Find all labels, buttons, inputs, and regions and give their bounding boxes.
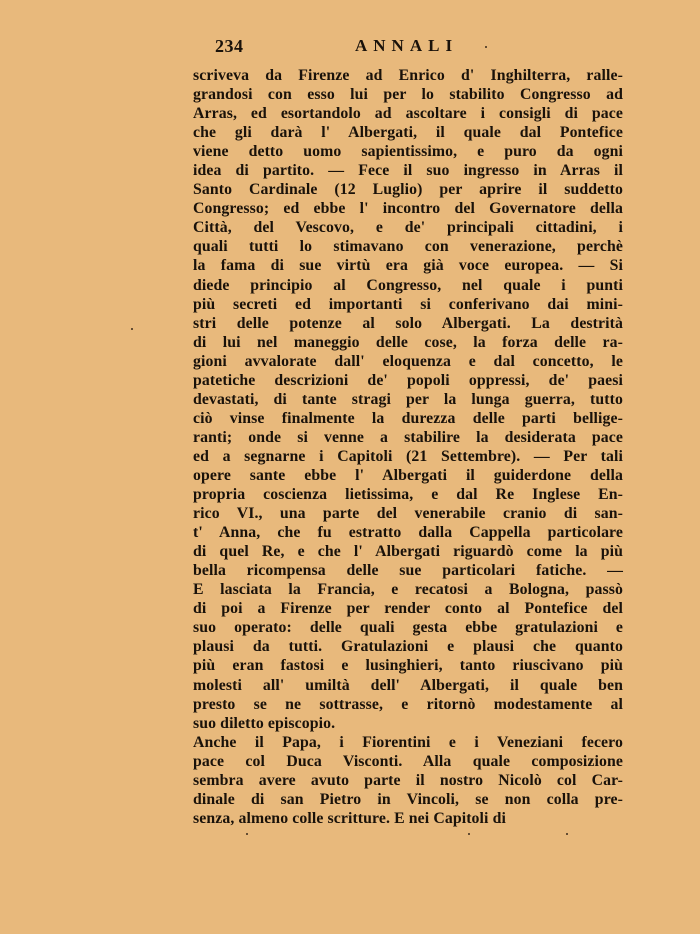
text-line: suo operato: delle quali gesta ebbe gratulazioni e xyxy=(193,619,623,637)
text-line: dinale di san Pietro in Vincoli, se non colla pre- xyxy=(193,790,623,808)
text-line: propria coscienza lietissima, e dal Re Inglese En- xyxy=(193,486,623,504)
text-line: Anche il Papa, i Fiorentini e i Veneziani fecero xyxy=(193,733,623,751)
text-line: Santo Cardinale (12 Luglio) per aprire il suddetto xyxy=(193,181,623,199)
text-line: rico VI., una parte del venerabile cranio di san- xyxy=(193,505,623,523)
text-line: diede principio al Congresso, nel quale i punti xyxy=(193,276,623,294)
paper-speck xyxy=(246,833,248,835)
text-line: plausi da tutti. Gratulazioni e plausi che quanto xyxy=(193,638,623,656)
text-line: stri delle potenze al solo Albergati. La destrità xyxy=(193,314,623,332)
text-line: la fama di sue virtù era già voce europea. — Si xyxy=(193,257,623,275)
text-line: patetiche descrizioni de' popoli oppressi, de' paesi xyxy=(193,371,623,389)
text-line: t' Anna, che fu estratto dalla Cappella particolare xyxy=(193,524,623,542)
paper-speck xyxy=(566,833,568,835)
paper-speck xyxy=(485,46,487,48)
text-line: opere sante ebbe l' Albergati il guiderdone della xyxy=(193,466,623,484)
text-line: senza, almeno colle scritture. E nei Capitoli di xyxy=(193,809,506,827)
text-line: suo diletto episcopio. xyxy=(193,714,336,732)
page-number: 234 xyxy=(215,36,244,56)
paper-speck xyxy=(131,328,133,330)
text-line: scriveva da Firenze ad Enrico d' Inghilterra, ralle- xyxy=(193,67,623,84)
text-line: ranti; onde si venne a stabilire la desiderata pace xyxy=(193,428,623,446)
text-line: di lui nel maneggio delle cose, la forza delle ra- xyxy=(193,333,623,351)
paper-speck xyxy=(468,833,470,835)
text-line: idea di partito. — Fece il suo ingresso in Arras il xyxy=(193,162,623,180)
paragraph xyxy=(193,733,623,828)
text-line: che gli darà l' Albergati, il quale dal Pontefice xyxy=(193,124,623,142)
text-line: grandosi con esso lui per lo stabilito Congresso ad xyxy=(193,86,623,104)
text-line: presto se ne sottrasse, e ritornò modestamente al xyxy=(193,695,623,713)
text-line: Città, del Vescovo, e de' principali cittadini, i xyxy=(193,219,623,237)
text-line: di poi a Firenze per render conto al Pontefice del xyxy=(193,600,623,618)
text-line: molesti all' umiltà dell' Albergati, il quale ben xyxy=(193,676,623,694)
text-line: quali tutti lo stimavano con venerazione, perchè xyxy=(193,238,623,256)
text-line: più eran fastosi e lusinghieri, tanto riuscivano più xyxy=(193,657,623,675)
paragraph xyxy=(193,66,623,733)
text-line: sembra avere avuto parte il nostro Nicolò col Car- xyxy=(193,771,623,789)
text-line: ed a segnarne i Capitoli (21 Settembre). — Per tali xyxy=(193,447,623,465)
text-line: Congresso; ed ebbe l' incontro del Governatore della xyxy=(193,200,623,218)
text-line: devastati, di tante stragi per la lunga guerra, tutto xyxy=(193,390,623,408)
text-line: pace col Duca Visconti. Alla quale composizione xyxy=(193,752,623,770)
text-line: bella ricompensa delle sue particolari fatiche. — xyxy=(193,562,623,580)
text-line: ciò vinse finalmente la durezza delle parti bellige- xyxy=(193,409,623,427)
text-line: E lasciata la Francia, e recatosi a Bologna, passò xyxy=(193,581,623,599)
text-line: più secreti ed importanti si conferivano dai mini- xyxy=(193,295,623,313)
text-line: gioni avvalorate dall' eloquenza e dal concetto, le xyxy=(193,352,623,370)
running-title: ANNALI xyxy=(355,36,459,55)
body-text xyxy=(193,66,623,828)
text-line: Arras, ed esortandolo ad ascoltare i consigli di pace xyxy=(193,105,623,123)
page-header xyxy=(193,36,623,60)
text-line: viene detto uomo sapientissimo, e puro da ogni xyxy=(193,143,623,161)
text-line: di quel Re, e che l' Albergati riguardò come la più xyxy=(193,543,623,561)
